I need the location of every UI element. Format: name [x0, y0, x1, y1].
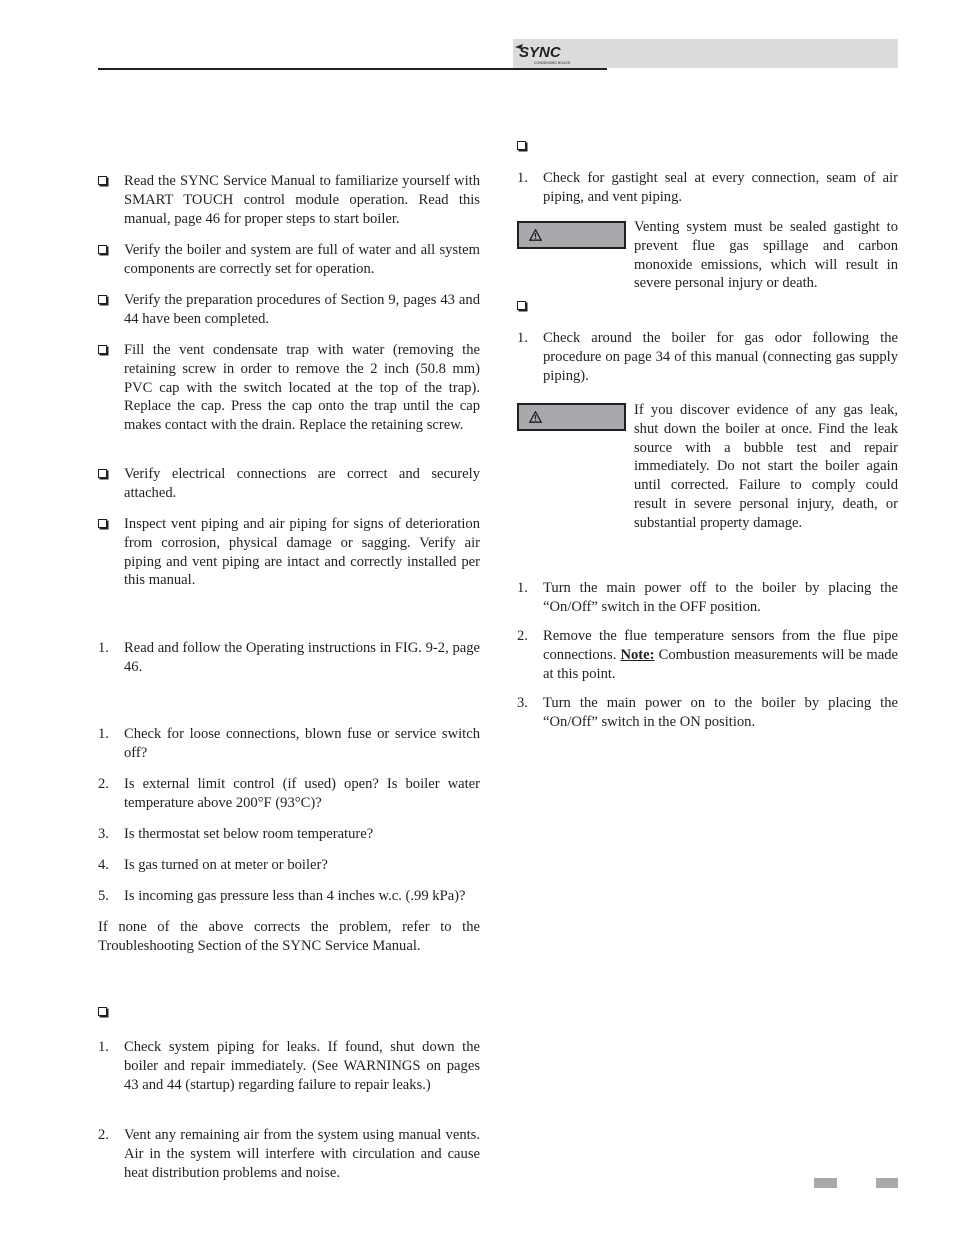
- check-item: [98, 515, 480, 590]
- step-text: Vent any remaining air from the system using manual vents. Air in the system will interfere with circulation and cause heat distribution problems and noise.: [124, 1127, 480, 1181]
- flue-step: 2. Remove the flue temperature sensors from the flue pipe connections. Note: Combustion measurements will be made at this point.: [517, 628, 898, 682]
- warning-triangle-icon: [529, 229, 542, 241]
- footer-tab-right: [876, 1178, 898, 1188]
- warning-triangle-icon: [529, 411, 542, 423]
- no-start-item: 3. Is thermostat set below room temperature?: [98, 825, 480, 844]
- no-start-item: 2. Is external limit control (if used) open? Is boiler water temperature above 200°F (93°C)?: [98, 776, 480, 811]
- logo-text: SYNC: [519, 44, 561, 61]
- check-item: [98, 241, 480, 279]
- step-text: Remove the flue temperature sensors from the flue pipe connections. Note: Combustion measurements will be made at this point.: [543, 628, 898, 682]
- no-start-item: 4. Is gas turned on at meter or boiler?: [98, 856, 480, 875]
- step-text: Turn the main power off to the boiler by placing the “On/Off” switch in the OFF position.: [543, 580, 898, 615]
- checkbox-icon: [98, 469, 107, 478]
- check-text: Read the SYNC Service Manual to familiarize yourself with SMART TOUCH control module operation. Read this manual, page 46 for proper steps to start boiler.: [124, 173, 480, 227]
- checkbox-icon: [98, 519, 107, 528]
- flue-step: 3. Turn the main power on to the boiler by placing the “On/Off” switch in the ON position.: [517, 695, 898, 730]
- leaks-step: 2. Vent any remaining air from the system using manual vents. Air in the system will interfere with circulation and cause heat distribution problems and noise.: [98, 1127, 480, 1181]
- logo-subtitle: CONDENSING BOILER: [534, 61, 571, 65]
- sync-logo: [513, 39, 583, 68]
- vent-warning-text: Venting system must be sealed gastight to prevent flue gas spillage and carbon monoxide emissions, which will result in severe personal injury or death.: [634, 219, 898, 292]
- note-label: Note:: [620, 646, 655, 663]
- step-text: Read and follow the Operating instructions in FIG. 9-2, page 46.: [124, 640, 480, 675]
- gas-step: 1. Check around the boiler for gas odor following the procedure on page 34 of this manual (connecting gas supply piping).: [517, 330, 898, 384]
- gas-warning-text: If you discover evidence of any gas leak, shut down the boiler at once. Find the leak source with a bubble test and repair immediately. Do not start the boiler again until corrected. Failure to comply could result in severe personal injury, death, or substantial property damage.: [634, 402, 898, 531]
- check-item: [98, 172, 480, 228]
- no-start-item: 1. Check for loose connections, blown fuse or service switch off?: [98, 726, 480, 761]
- step-text: Check system piping for leaks. If found, shut down the boiler and repair immediately. (See WARNINGS on pages 43 and 44 (startup) regarding failure to repair leaks.): [124, 1039, 480, 1093]
- step-text: Is gas turned on at meter or boiler?: [124, 857, 328, 873]
- checkbox-icon: [98, 245, 107, 254]
- check-item: [98, 341, 480, 435]
- step-text: Turn the main power on to the boiler by placing the “On/Off” switch in the ON position.: [543, 695, 898, 730]
- warning-badge: [517, 221, 626, 249]
- checkbox-icon: [517, 301, 526, 310]
- checkbox-icon: [98, 1007, 107, 1016]
- step-text: Check for gastight seal at every connection, seam of air piping, and vent piping.: [543, 170, 898, 205]
- checkbox-icon: [98, 345, 107, 354]
- check-text: Verify electrical connections are correct and securely attached.: [124, 466, 480, 501]
- checkbox-icon: [98, 176, 107, 185]
- footer-tab-left: [814, 1178, 837, 1188]
- checkbox-icon: [517, 141, 526, 150]
- step-text: Is incoming gas pressure less than 4 inches w.c. (.99 kPa)?: [124, 888, 466, 904]
- check-text: Verify the preparation procedures of Section 9, pages 43 and 44 have been completed.: [124, 292, 480, 327]
- flue-step: 1. Turn the main power off to the boiler by placing the “On/Off” switch in the OFF position.: [517, 580, 898, 615]
- check-item: [98, 465, 480, 503]
- check-item: [98, 291, 480, 329]
- vent-step: 1. Check for gastight seal at every connection, seam of air piping, and vent piping.: [517, 170, 898, 205]
- check-text: Inspect vent piping and air piping for signs of deterioration from corrosion, physical damage or sagging. Verify air piping and vent piping are intact and correctly installed per this manual.: [124, 516, 480, 589]
- header-rule: [98, 68, 607, 70]
- check-text: Verify the boiler and system are full of water and all system components are correctly set for operation.: [124, 242, 480, 277]
- step-text: Is external limit control (if used) open? Is boiler water temperature above 200°F (93°C)?: [124, 776, 480, 811]
- warning-badge: [517, 403, 626, 431]
- check-text: Fill the vent condensate trap with water (removing the retaining screw in order to remove the 2 inch (50.8 mm) PVC cap with the switch located at the top of the trap). Replace the cap. Press the cap onto the trap until the cap makes contact with the drain. Replace the retaining screw.: [124, 342, 480, 434]
- no-start-footer: If none of the above corrects the problem, refer to the Troubleshooting Section of the SYNC Service Manual.: [98, 919, 480, 954]
- leaks-step: 1. Check system piping for leaks. If found, shut down the boiler and repair immediately. (See WARNINGS on pages 43 and 44 (startup) regarding failure to repair leaks.): [98, 1039, 480, 1093]
- start-step: 1. Read and follow the Operating instructions in FIG. 9-2, page 46.: [98, 640, 480, 675]
- step-text: Check around the boiler for gas odor following the procedure on page 34 of this manual (connecting gas supply piping).: [543, 330, 898, 384]
- no-start-item: 5. Is incoming gas pressure less than 4 inches w.c. (.99 kPa)?: [98, 887, 480, 906]
- checkbox-icon: [98, 295, 107, 304]
- step-text: Check for loose connections, blown fuse or service switch off?: [124, 726, 480, 761]
- step-text: Is thermostat set below room temperature?: [124, 826, 374, 842]
